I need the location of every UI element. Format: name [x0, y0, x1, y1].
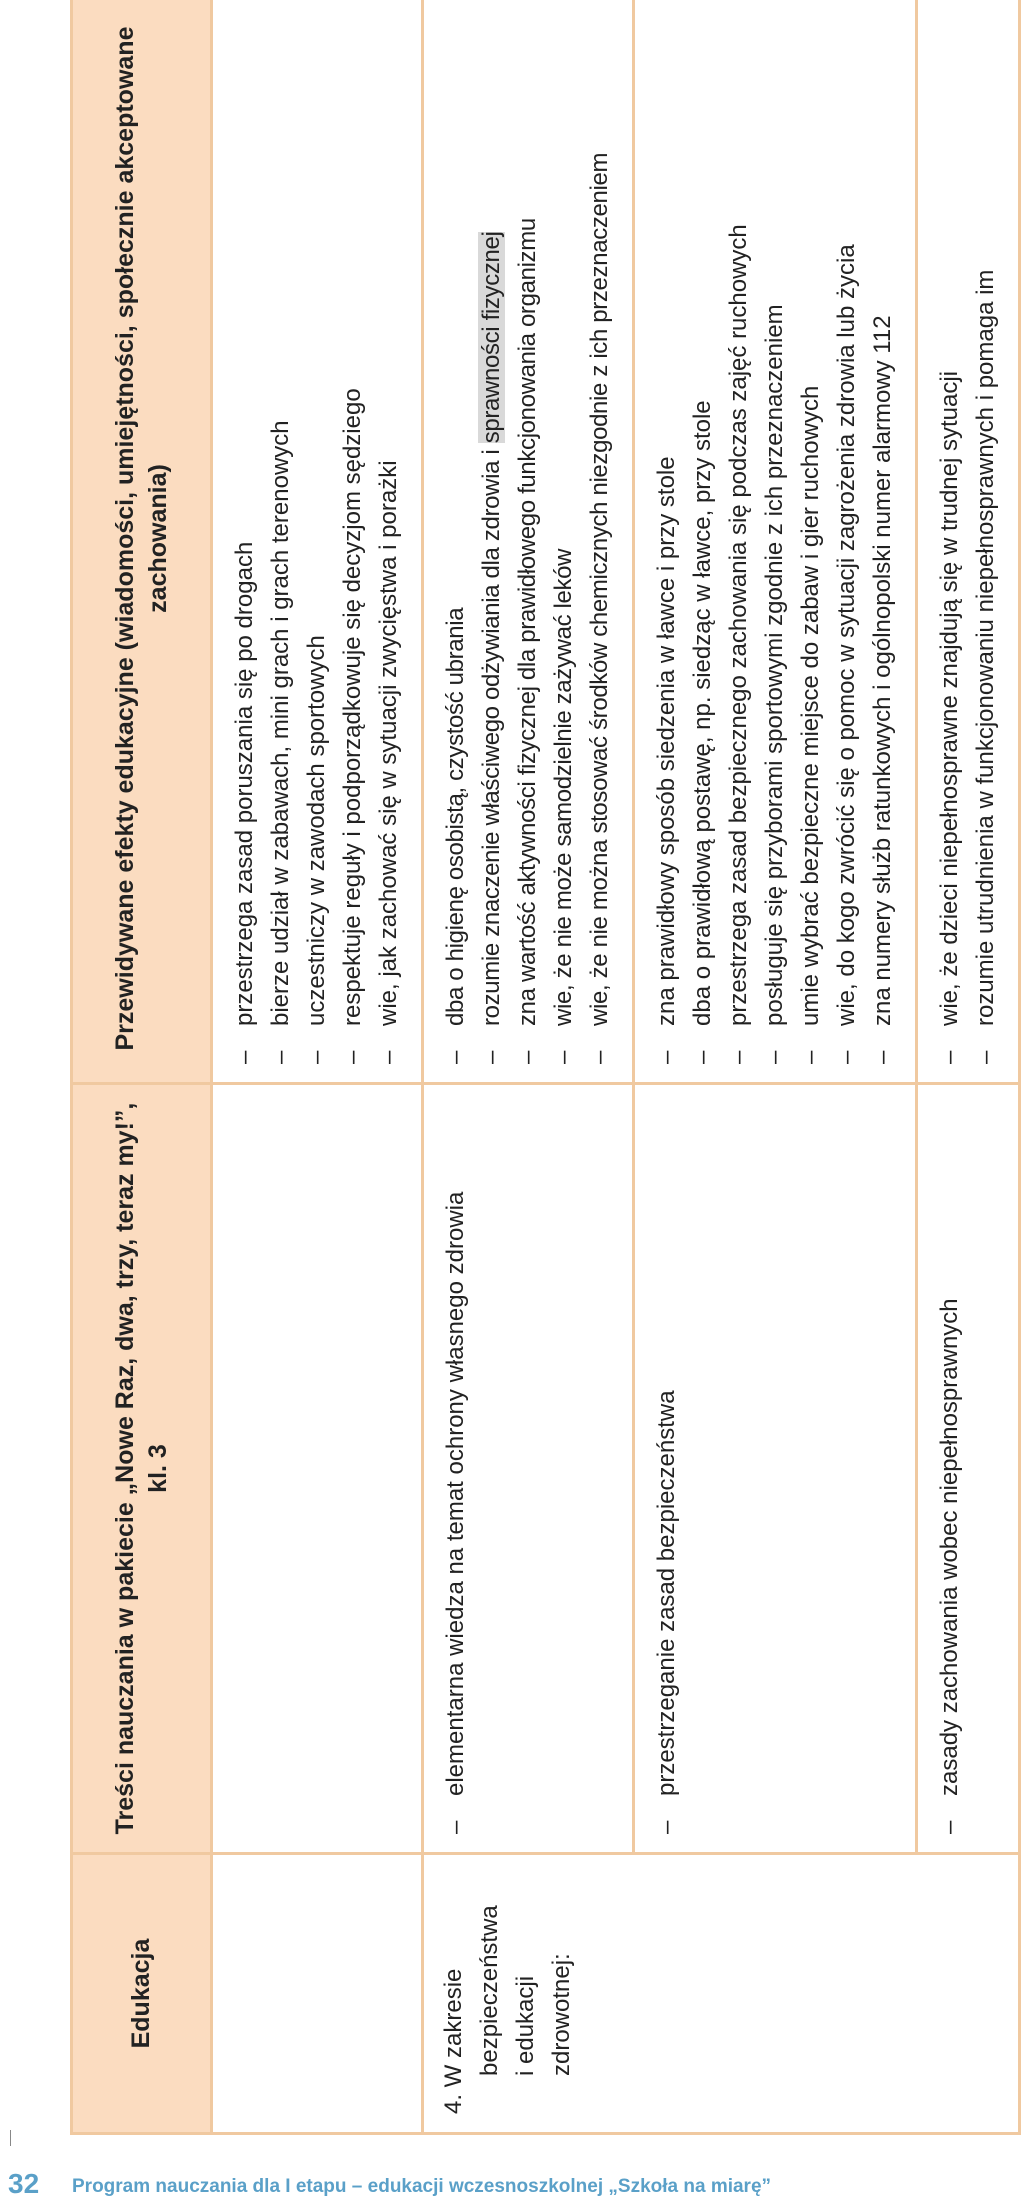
outcomes-cell	[423, 0, 634, 1084]
list-item-text: rozumie znaczenie właściwego odżywiania dla zdrowia i	[478, 449, 505, 1026]
list-item	[474, 9, 510, 1064]
margin-mark	[10, 2130, 11, 2146]
list-item: – uczestniczy w zawodach sportowych	[299, 9, 335, 1064]
section-line: i edukacji zdrowotnej:	[512, 1953, 575, 2076]
outcomes-cell	[212, 0, 423, 1084]
outcomes-cell	[917, 0, 1020, 1084]
header-efekty: Przewidywane efekty edukacyjne (wiadomości, umiejętności, społecznie akceptowane zachowania)	[72, 0, 212, 1084]
outcomes-cell	[634, 0, 917, 1084]
curriculum-table	[70, 0, 1021, 2135]
topic-cell-empty	[212, 1084, 423, 1854]
list-item: – dba o prawidłową postawę, np. siedząc w ławce, przy stole	[685, 9, 721, 1064]
section-number: 4. W zakresie	[440, 1968, 467, 2114]
topic-item: – elementarna wiedza na temat ochrony własnego zdrowia	[438, 1099, 474, 1834]
rotated-page	[70, 0, 999, 2135]
list-item: – przestrzega zasad bezpiecznego zachowania się podczas zajęć ruchowych	[721, 9, 757, 1064]
list-item: – wie, że nie można stosować środków chemicznych niezgodnie z ich przeznaczeniem	[582, 9, 618, 1064]
topic-cell	[917, 1084, 1020, 1854]
edukacja-cell-empty	[212, 1854, 423, 2134]
topic-cell	[423, 1084, 634, 1854]
table-row	[212, 0, 423, 2134]
list-item: – dba o higienę osobistą, czystość ubrania	[438, 9, 474, 1064]
list-item: – umie wybrać bezpieczne miejsce do zabaw i gier ruchowych	[793, 9, 829, 1064]
list-item: – wie, że nie może samodzielnie zażywać leków	[546, 9, 582, 1064]
section-cell	[423, 1854, 1020, 2134]
table-row	[634, 0, 917, 2134]
page-number: 32	[8, 2168, 40, 2199]
list-item: – przestrzega zasad poruszania się po drogach	[227, 9, 263, 1064]
list-item: – posługuje się przyborami sportowymi zgodnie z ich przeznaczeniem	[757, 9, 793, 1064]
list-item: – respektuje reguły i podporządkowuje się decyzjom sędziego	[335, 9, 371, 1064]
footer-title: Program nauczania dla I etapu – edukacji wczesnoszkolnej „Szkoła na miarę”	[72, 2176, 772, 2197]
list-item: – bierze udział w zabawach, mini grach i grach terenowych	[263, 9, 299, 1064]
list-item: – wie, jak zachować się w sytuacji zwycięstwa i porażki	[371, 9, 407, 1064]
topic-item: – przestrzeganie zasad bezpieczeństwa	[649, 1099, 685, 1834]
list-item: – wie, że dzieci niepełnosprawne znajdują się w trudnej sytuacji	[932, 9, 968, 1064]
topic-item: – zasady zachowania wobec niepełnosprawnych	[932, 1099, 968, 1834]
list-item: – zna prawidłowy sposób siedzenia w ławce i przy stole	[649, 9, 685, 1064]
section-line: bezpieczeństwa	[476, 1905, 503, 2076]
list-item: – rozumie utrudnienia w funkcjonowaniu niepełnosprawnych i pomaga im	[968, 9, 1004, 1064]
list-item: – zna numery służb ratunkowych i ogólnopolski numer alarmowy 112	[865, 9, 901, 1064]
list-item: – zna wartość aktywności fizycznej dla prawidłowego funkcjonowania organizmu	[510, 9, 546, 1064]
highlighted-text: sprawności fizycznej	[478, 231, 505, 444]
header-tresci: Treści nauczania w pakiecie „Nowe Raz, dwa, trzy, teraz my!”, kl. 3	[72, 1084, 212, 1854]
header-edukacja: Edukacja	[72, 1854, 212, 2134]
topic-cell	[634, 1084, 917, 1854]
table-row	[423, 0, 634, 2134]
page-footer	[0, 2168, 960, 2208]
list-item: – wie, do kogo zwrócić się o pomoc w sytuacji zagrożenia zdrowia lub życia	[829, 9, 865, 1064]
table-row	[917, 0, 1020, 2134]
